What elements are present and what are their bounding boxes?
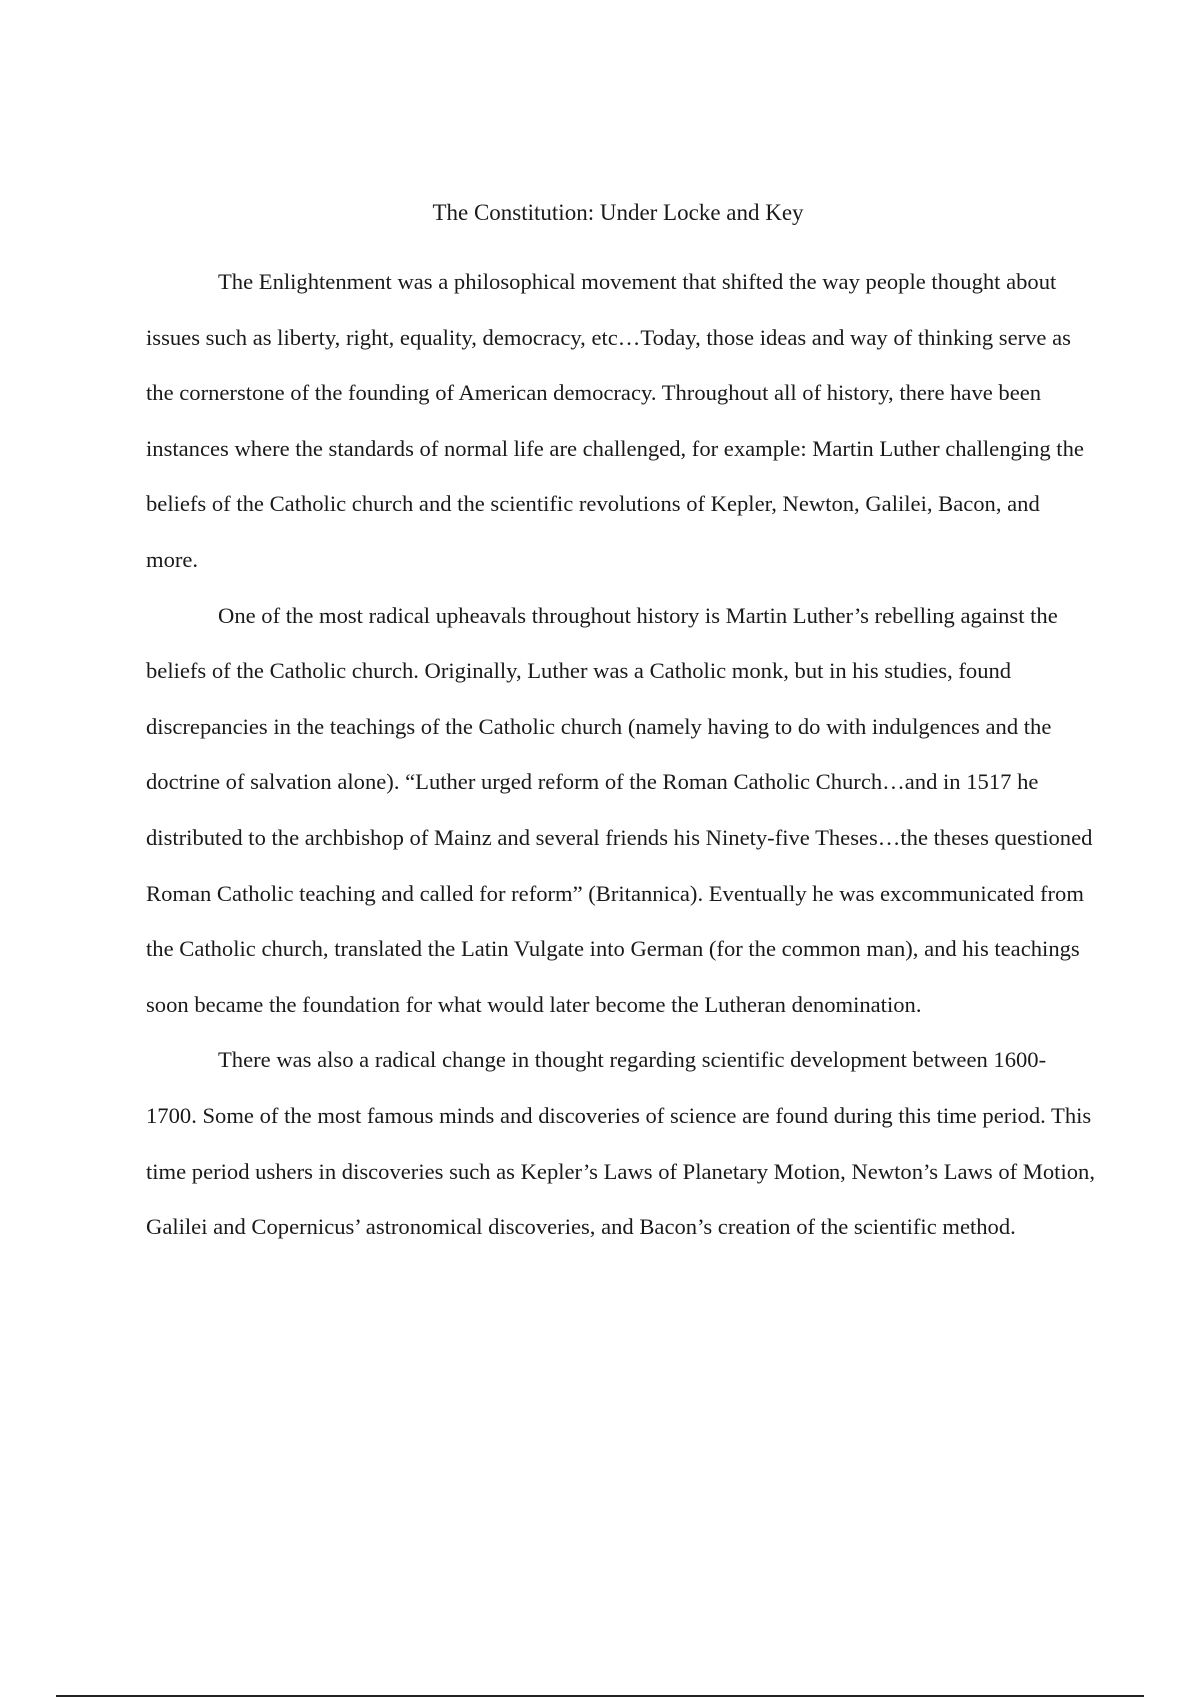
document-body xyxy=(146,254,1096,1255)
paragraph-enlightenment: The Enlightenment was a philosophical movement that shifted the way people thought about issues such as liberty, right, equality, democracy, etc…Today, those ideas and way of thinking serve as the cornerstone of the founding of American democracy. Throughout all of history, there have been instances where the standards of normal life are challenged, for example: Martin Luther challenging the beliefs of the Catholic church and the scientific revolutions of Kepler, Newton, Galilei, Bacon, and more. xyxy=(146,269,1084,572)
paragraph-scientific-revolution: There was also a radical change in thought regarding scientific development between 1600-1700. Some of the most famous minds and discoveries of science are found during this time period. This time period ushers in discoveries such as Kepler’s Laws of Planetary Motion, Newton’s Laws of Motion, Galilei and Copernicus’ astronomical discoveries, and Bacon’s creation of the scientific method. xyxy=(146,1047,1095,1240)
bottom-divider xyxy=(56,1695,1144,1697)
document-title: The Constitution: Under Locke and Key xyxy=(432,200,804,225)
paragraph-martin-luther: One of the most radical upheavals throughout history is Martin Luther’s rebelling against the beliefs of the Catholic church. Originally, Luther was a Catholic monk, but in his studies, found discrepancies in the teachings of the Catholic church (namely having to do with indulgences and the doctrine of salvation alone). “Luther urged reform of the Roman Catholic Church…and in 1517 he distributed to the archbishop of Mainz and several friends his Ninety-five Theses…the theses questioned Roman Catholic teaching and called for reform” (Britannica). Eventually he was excommunicated from the Catholic church, translated the Latin Vulgate into German (for the common man), and his teachings soon became the foundation for what would later become the Lutheran denomination. xyxy=(146,602,1093,1017)
